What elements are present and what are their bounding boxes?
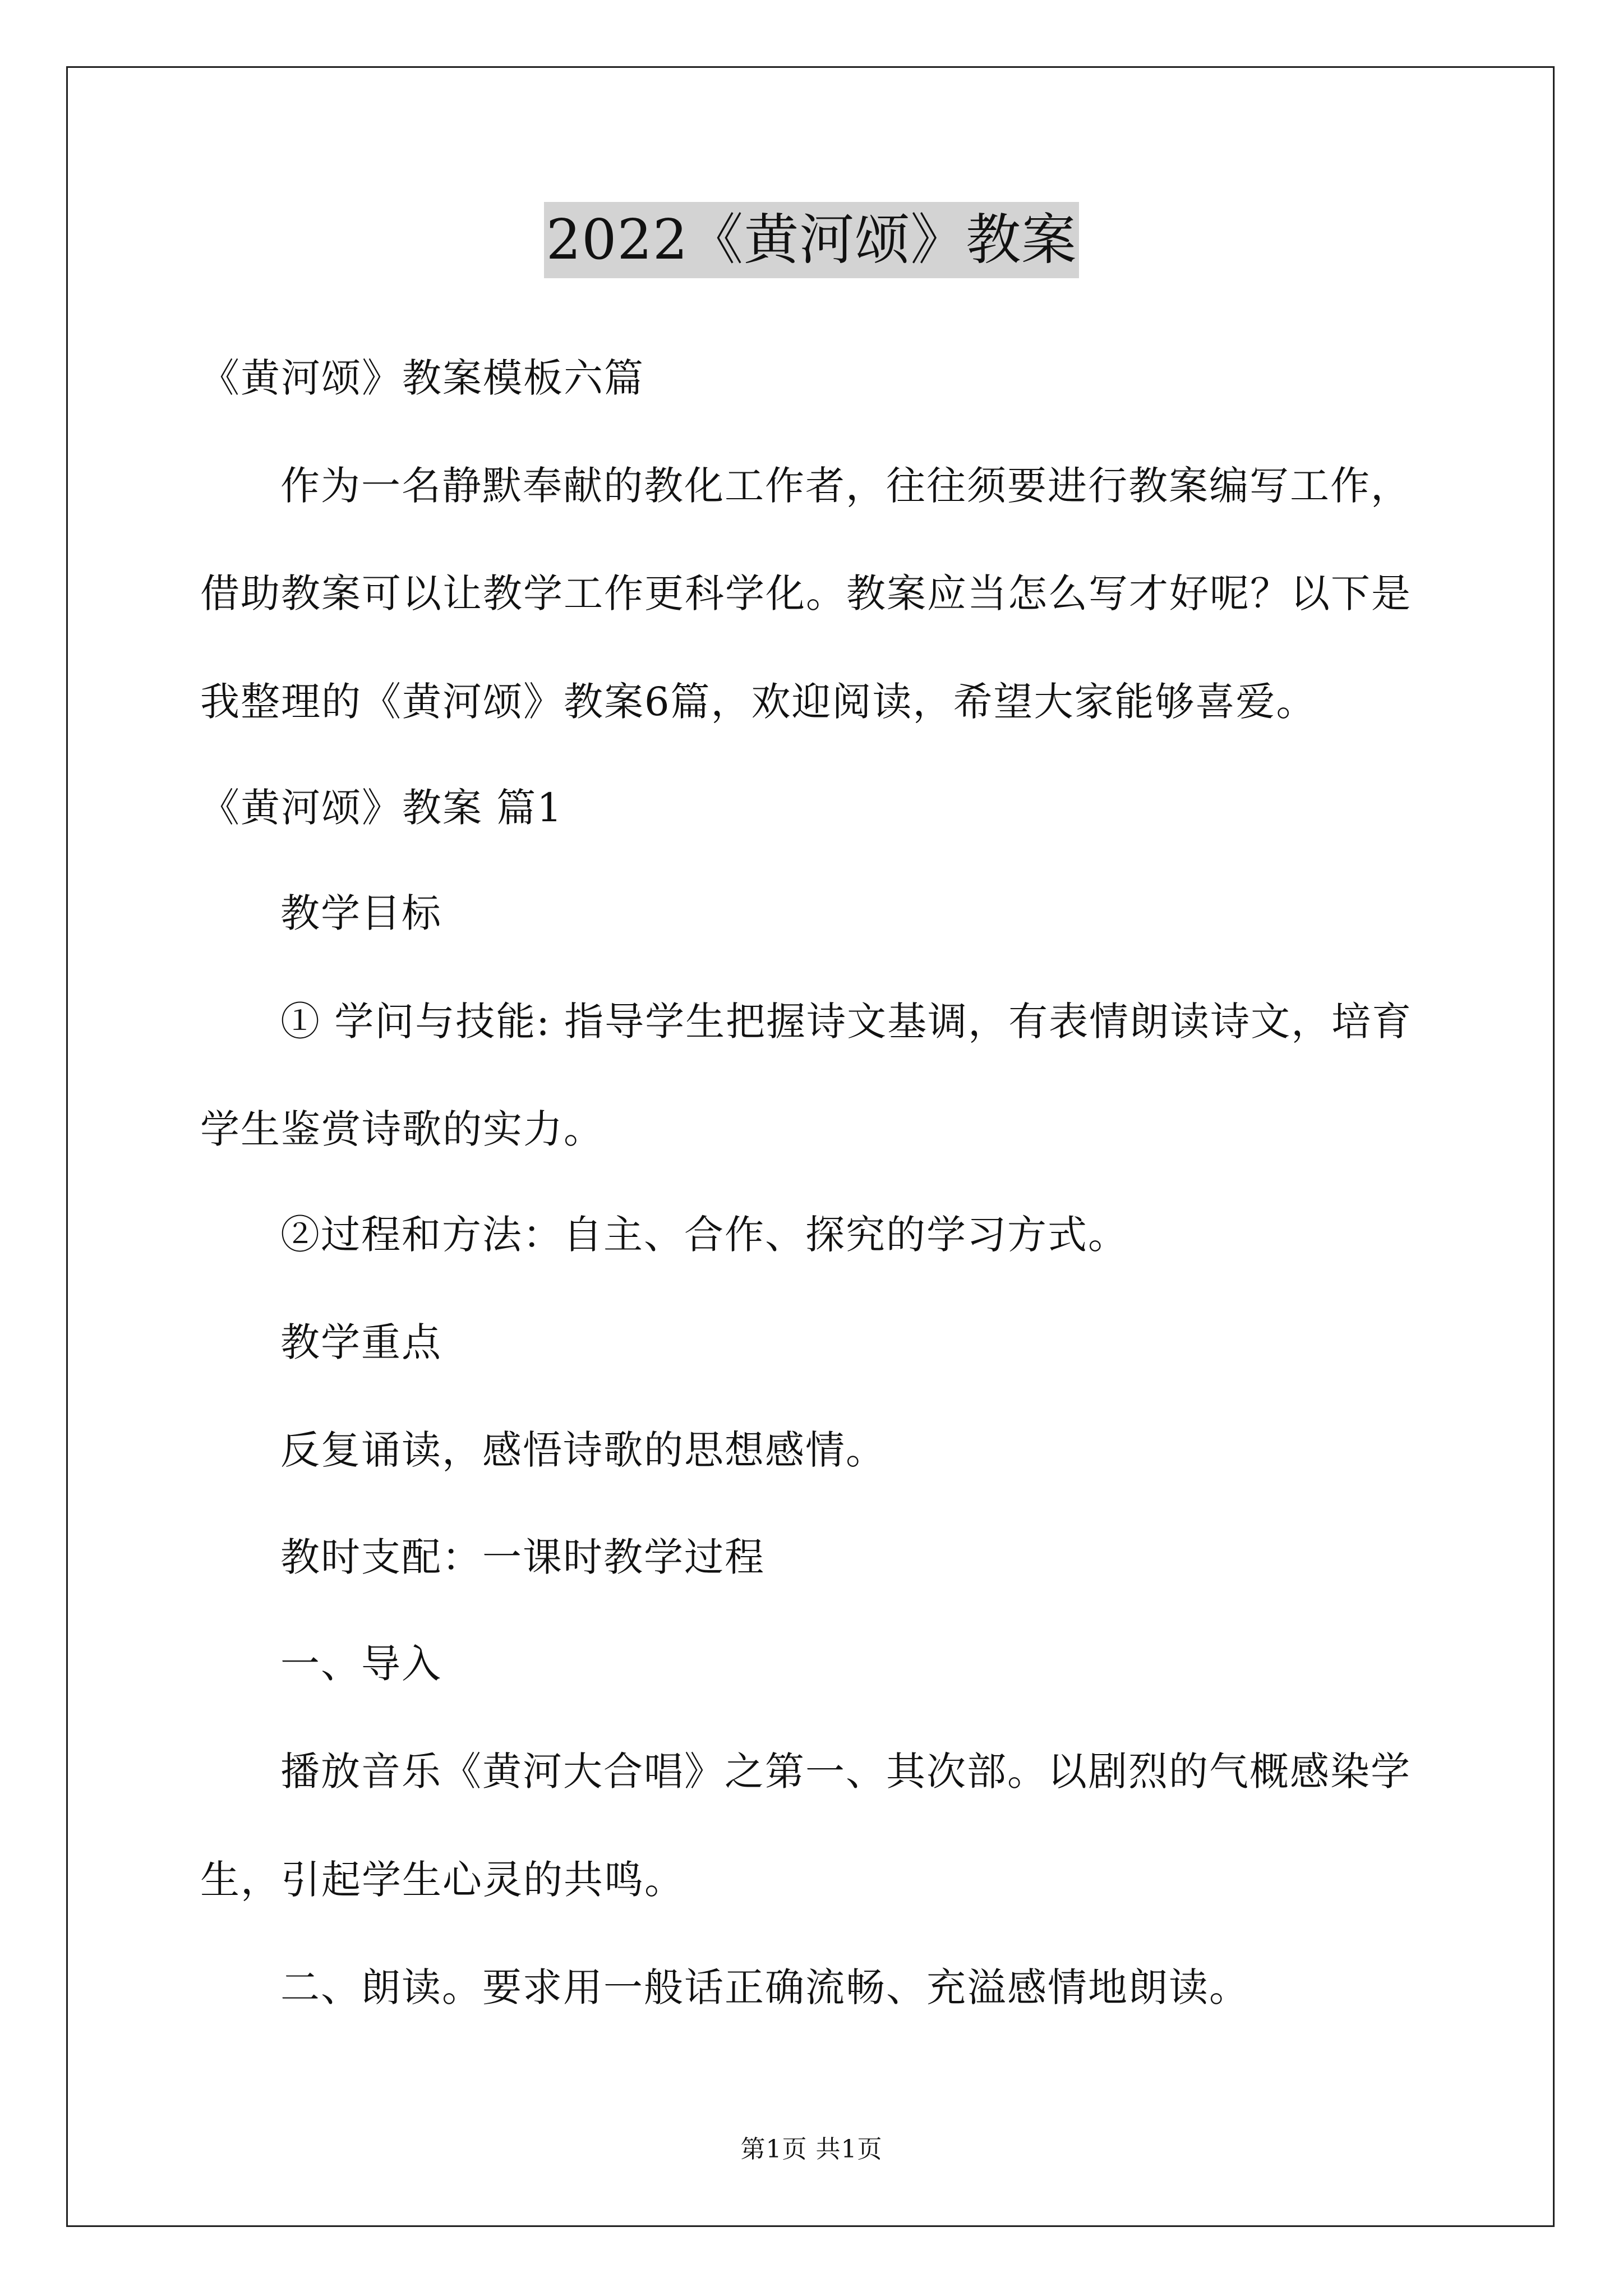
paragraph-line: 作为一名静默奉献的教化工作者，往往须要进行教案编写工作， bbox=[280, 463, 1411, 509]
paragraph-line: 学生鉴赏诗歌的实力。 bbox=[200, 1106, 604, 1152]
paragraph-line: 一、导入 bbox=[280, 1641, 442, 1687]
title-container bbox=[0, 202, 1623, 278]
paragraph-line: 教学重点 bbox=[280, 1319, 442, 1365]
paragraph-line: 我整理的《黄河颂》教案6篇，欢迎阅读，希望大家能够喜爱。 bbox=[200, 679, 1317, 725]
paragraph-line: ① 学问与技能: 指导学生把握诗文基调，有表情朗读诗文，培育 bbox=[280, 999, 1413, 1045]
page-footer: 第1页 共1页 bbox=[740, 2135, 883, 2164]
paragraph-line: 二、朗读。要求用一般话正确流畅、充溢感情地朗读。 bbox=[280, 1964, 1249, 2010]
paragraph-line: 借助教案可以让教学工作更科学化。教案应当怎么写才好呢？以下是 bbox=[200, 570, 1412, 616]
paragraph-line: 教时支配：一课时教学过程 bbox=[280, 1534, 765, 1580]
paragraph-line: 播放音乐《黄河大合唱》之第一、其次部。以剧烈的气概感染学 bbox=[280, 1749, 1411, 1795]
subtitle-line: 《黄河颂》教案模板六篇 bbox=[200, 355, 644, 401]
paragraph-line: ②过程和方法：自主、合作、探究的学习方式。 bbox=[280, 1212, 1128, 1258]
paragraph-line: 生，引起学生心灵的共鸣。 bbox=[200, 1857, 685, 1903]
document-title: 2022《黄河颂》教案 bbox=[544, 202, 1079, 278]
paragraph-line: 教学目标 bbox=[280, 890, 442, 936]
section-heading: 《黄河颂》教案 篇1 bbox=[200, 785, 563, 831]
paragraph-line: 反复诵读，感悟诗歌的思想感情。 bbox=[280, 1427, 886, 1473]
